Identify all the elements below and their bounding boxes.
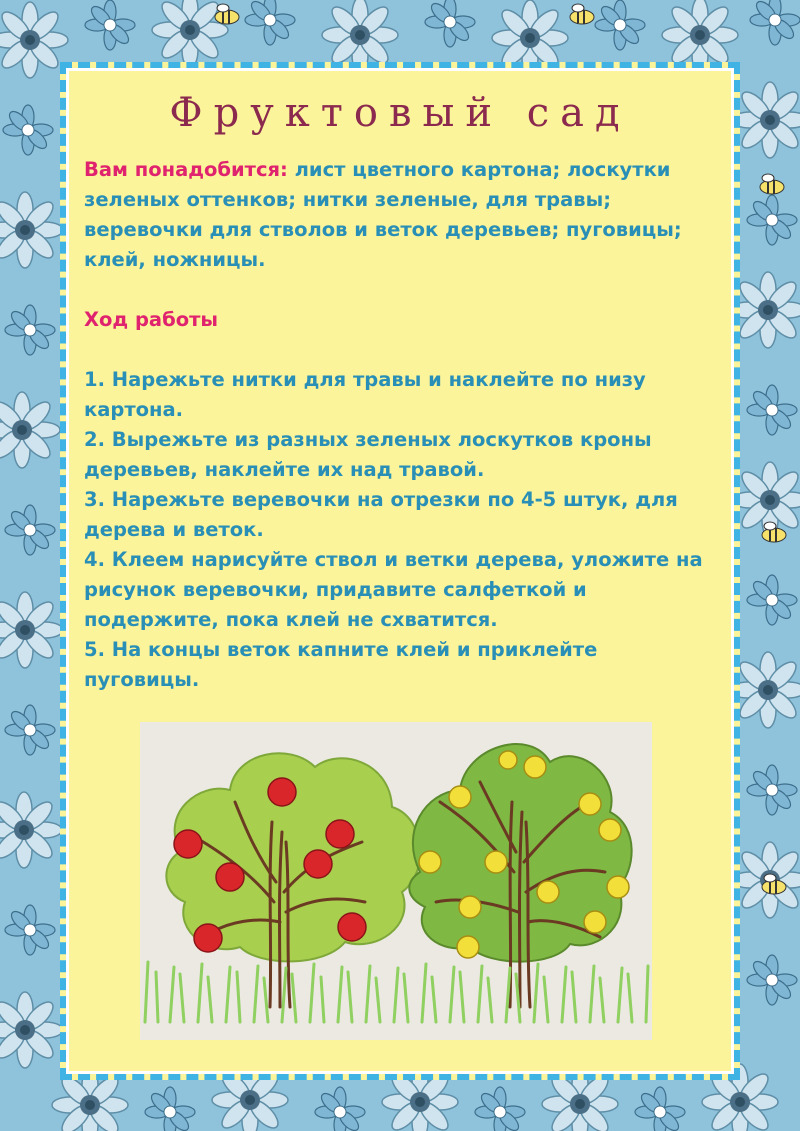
bee-icon (560, 2, 604, 28)
materials-label: Вам понадобится: (84, 158, 288, 181)
craft-photo (140, 722, 652, 1040)
procedure-heading: Ход работы (84, 308, 219, 331)
step-item: 5. На концы веток капните клей и приклейте пуговицы. (84, 638, 598, 691)
bee-icon (752, 872, 796, 898)
step-item: 3. Нарежьте веревочки на отрезки по 4-5 штук, для дерева и веток. (84, 488, 678, 541)
steps-list (84, 365, 704, 695)
materials-text: лист цветного картона; лоскутки зеленых оттенков; нитки зеленые, для травы; веревочки для стволов и веток деревьев; пуговицы; клей, ножницы. (84, 158, 682, 271)
step-item: 1. Нарежьте нитки для травы и наклейте по низу картона. (84, 368, 646, 421)
instructions (84, 155, 704, 695)
step-item: 4. Клеем нарисуйте ствол и ветки дерева, уложите на рисунок веревочки, придавите салфеткой и подержите, пока клей не схватится. (84, 548, 703, 631)
bee-icon (750, 172, 794, 198)
page-title: Фруктовый сад (169, 90, 631, 136)
step-item: 2. Вырежьте из разных зеленых лоскутков кроны деревьев, наклейте их над травой. (84, 428, 652, 481)
materials-paragraph (84, 155, 704, 275)
bee-icon (752, 520, 796, 546)
bee-icon (205, 2, 249, 28)
